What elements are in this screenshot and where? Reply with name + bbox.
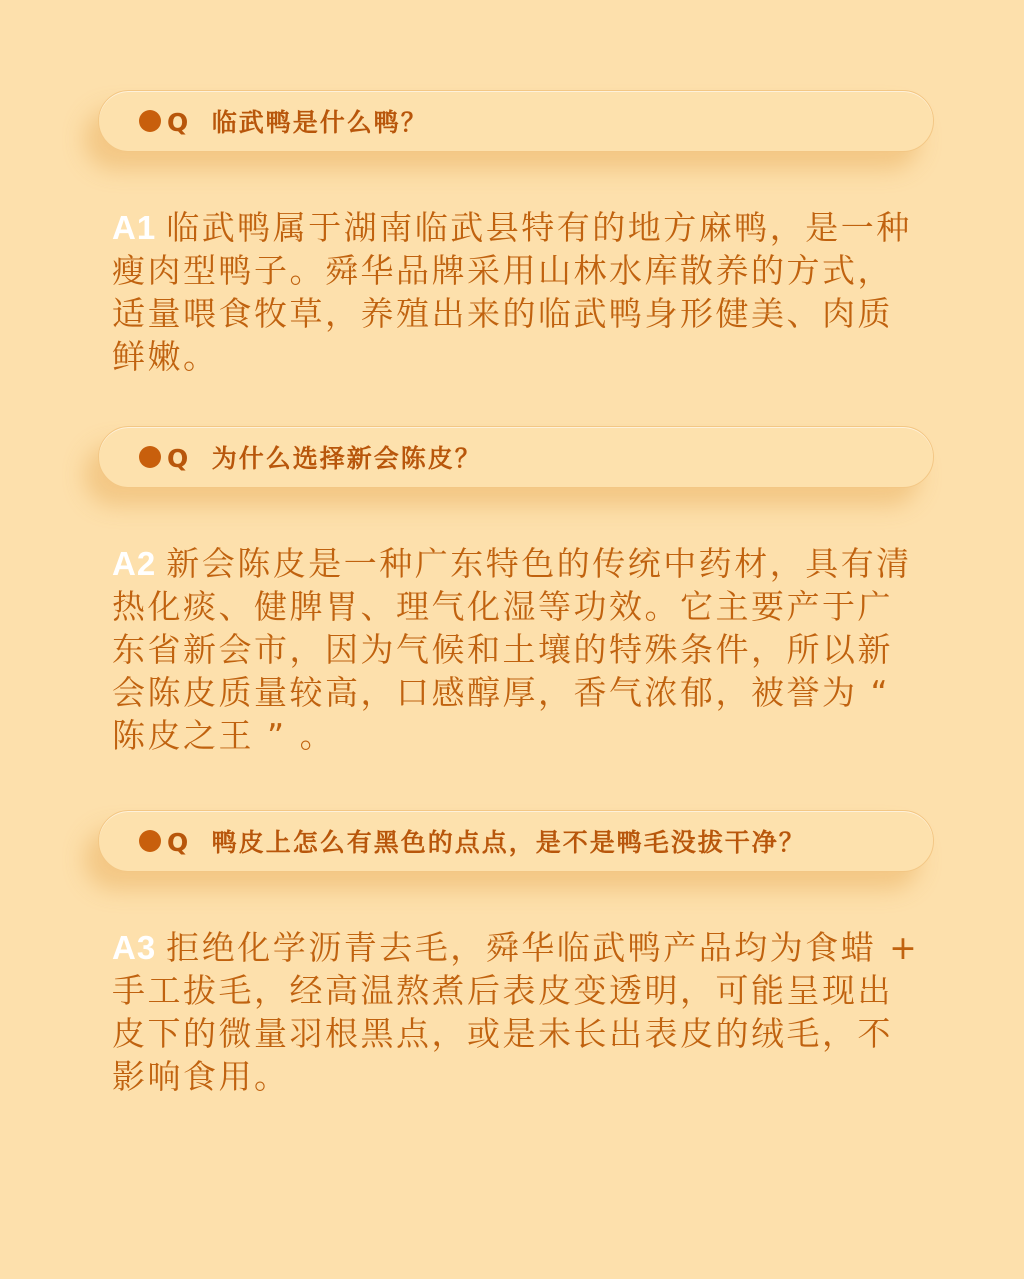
question-1: Q 临武鸭是什么鸭？ [167,108,428,137]
question-2: Q 为什么选择新会陈皮？ [167,444,482,473]
question-pill-3 [98,810,934,872]
question-3: Q 鸭皮上怎么有黑色的点点，是不是鸭毛没拔干净？ [167,828,806,857]
answer-text-1: 临武鸭属于湖南临武县特有的地方麻鸭，是一种瘦肉型鸭子。舜华品牌采用山林水库散养的方式，适量喂食牧草，养殖出来的临武鸭身形健美、肉质鲜嫩。 [112,208,912,376]
answer-2 [112,542,922,757]
answer-label-2: A2 [112,545,157,582]
answer-label-1: A1 [112,209,157,246]
answer-text-2: 新会陈皮是一种广东特色的传统中药材，具有清热化痰、健脾胃、理气化湿等功效。它主要产于广东省新会市，因为气候和土壤的特殊条件，所以新会陈皮质量较高，口感醇厚，香气浓郁，被誉为 “ 陈皮之王 ” 。 [112,544,912,755]
bullet-dot-icon [139,110,161,132]
question-pill-1 [98,90,934,152]
question-pill-2 [98,426,934,488]
answer-3 [112,926,922,1098]
answer-text-3: 拒绝化学沥青去毛，舜华临武鸭产品均为食蜡 + 手工拔毛，经高温熬煮后表皮变透明，可能呈现出皮下的微量羽根黑点，或是未长出表皮的绒毛，不影响食用。 [112,928,920,1096]
answer-label-3: A3 [112,929,157,966]
bullet-dot-icon [139,830,161,852]
bullet-dot-icon [139,446,161,468]
answer-1 [112,206,922,378]
